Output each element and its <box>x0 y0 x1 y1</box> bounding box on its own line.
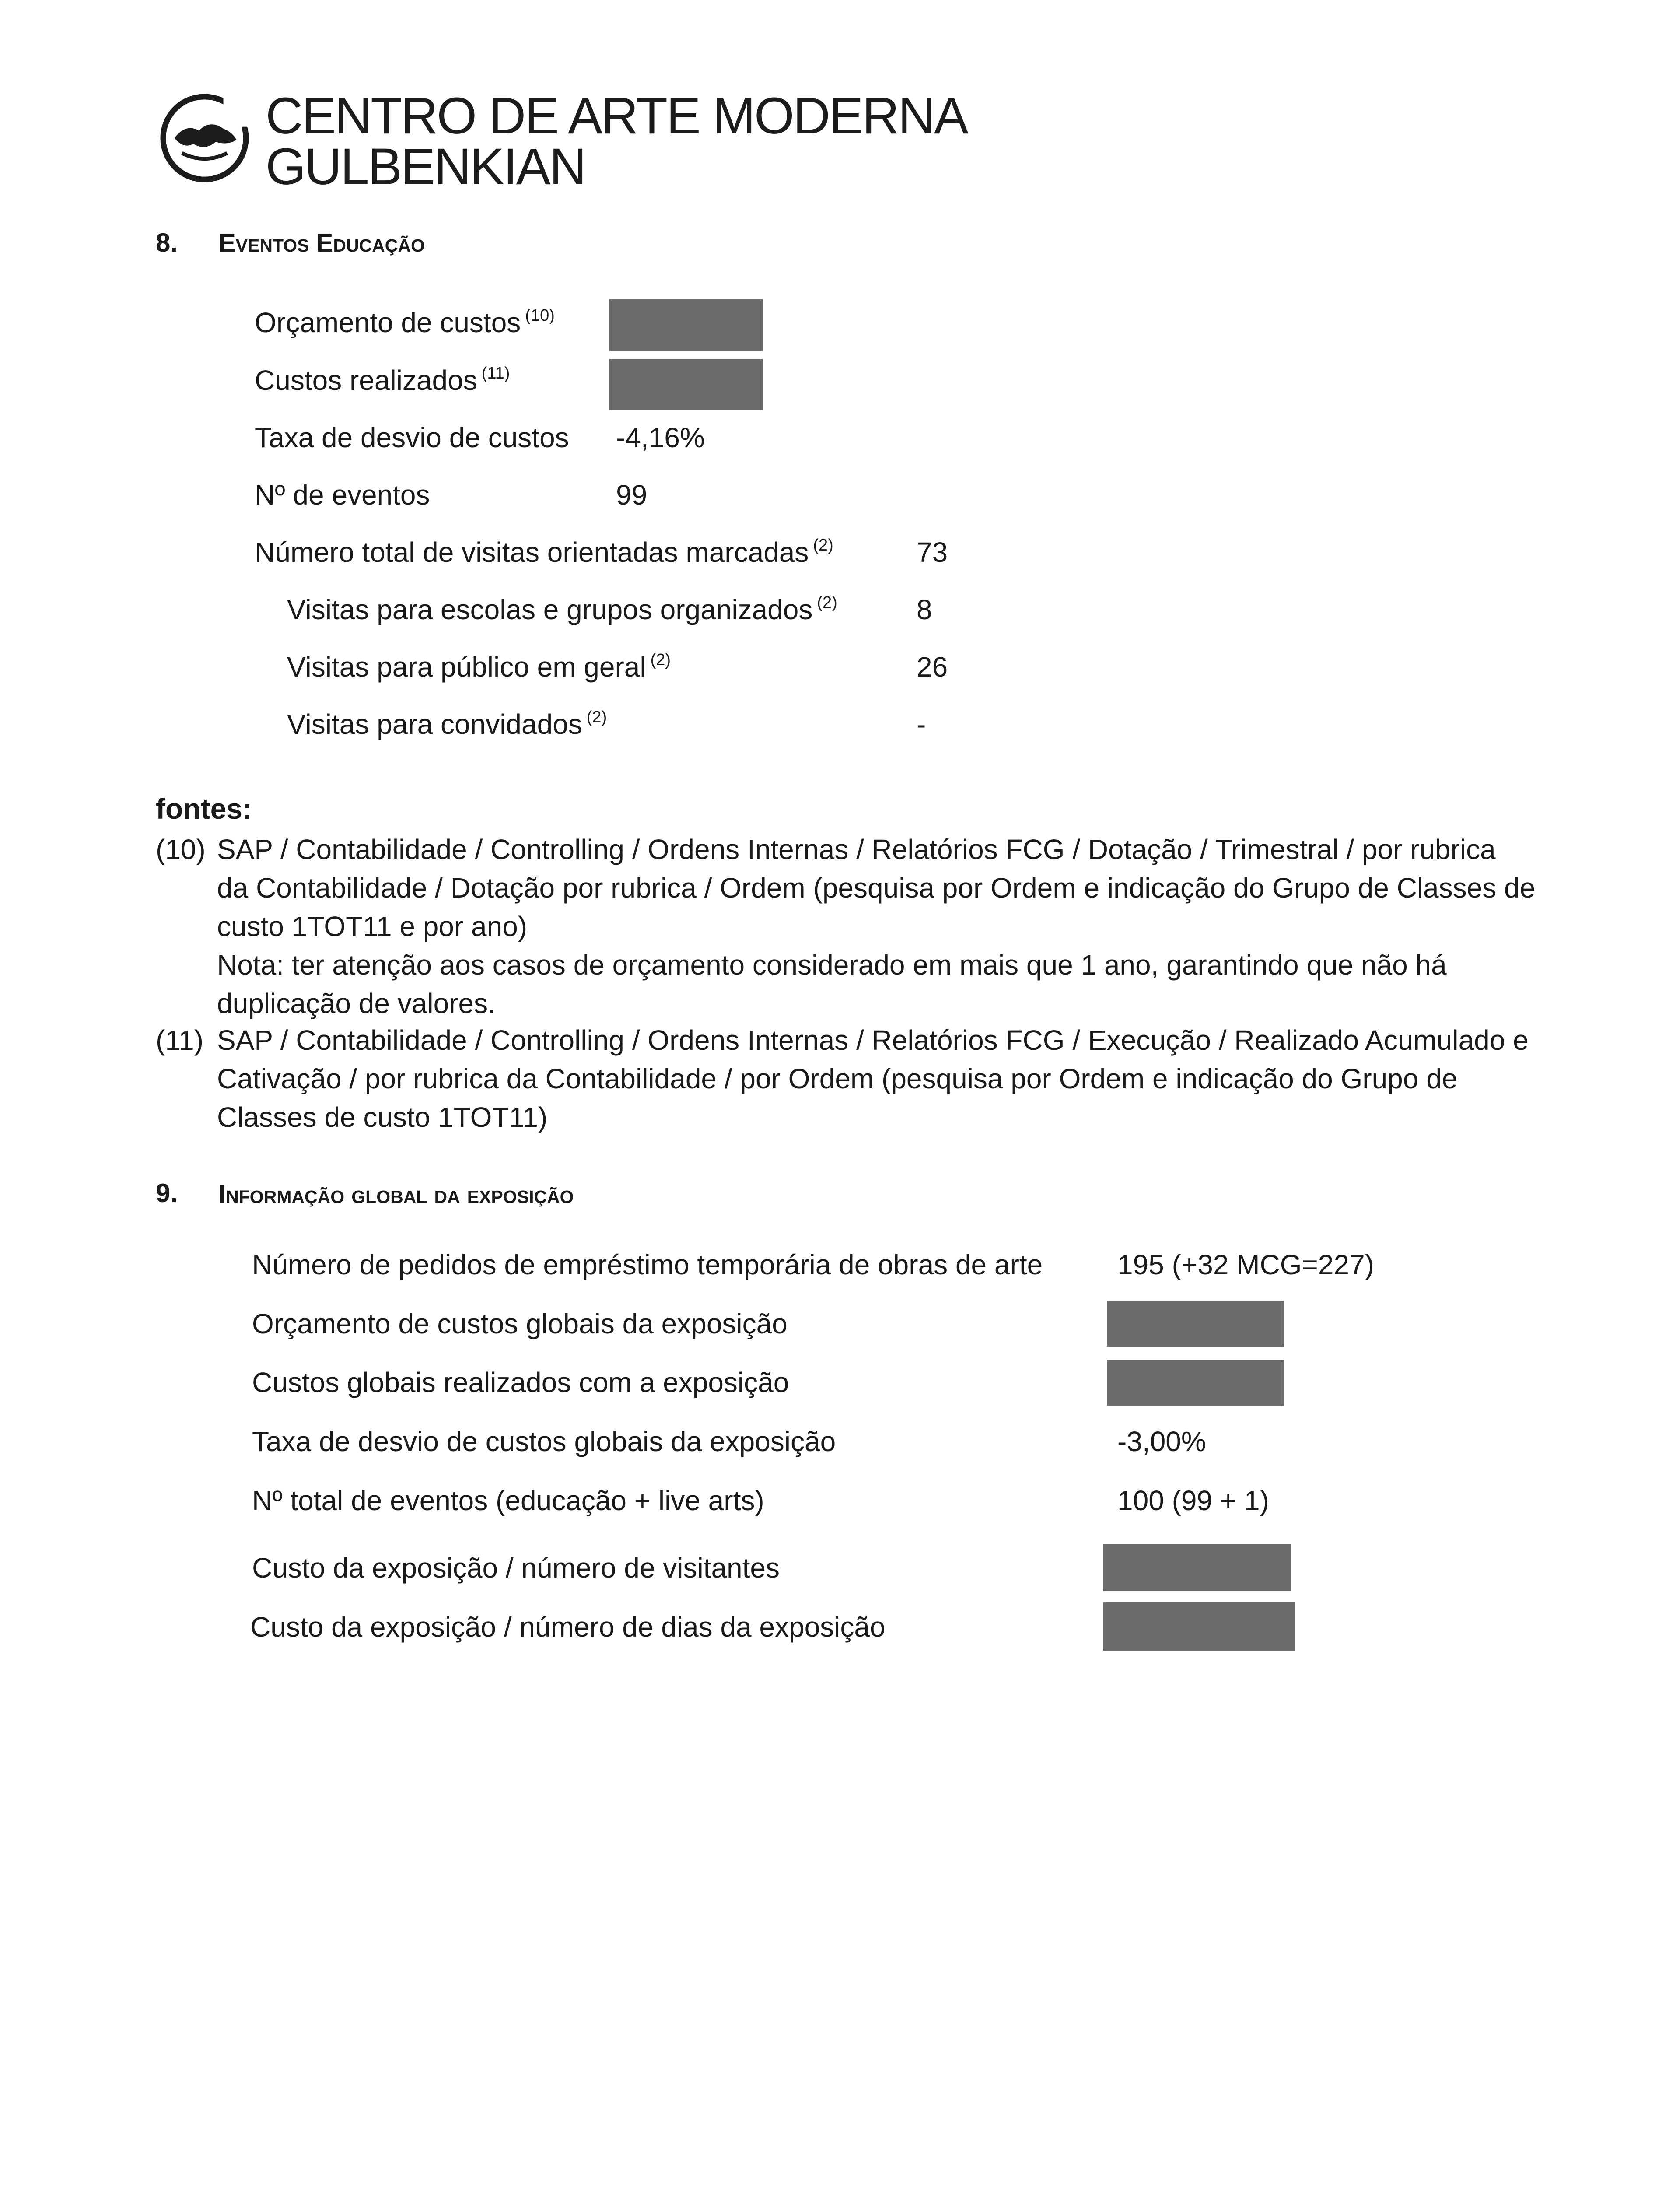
source-line: SAP / Contabilidade / Controlling / Ordens Internas / Relatórios FCG / Execução / Realizado Acumulado e <box>217 1024 1529 1056</box>
source-line: duplicação de valores. <box>217 988 496 1019</box>
source-line: Cativação / por rubrica da Contabilidade / por Ordem (pesquisa por Ordem e indicação do Grupo de <box>217 1063 1458 1094</box>
source-line: Classes de custo 1TOT11) <box>217 1101 548 1133</box>
row-num-eventos-label: Nº de eventos <box>255 479 430 511</box>
row-custo-visitantes-label: Custo da exposição / número de visitantes <box>252 1552 780 1584</box>
row-taxa-desvio-global-value: -3,00% <box>1117 1426 1206 1457</box>
source-number: (11) <box>156 1024 204 1056</box>
row-visitas-convidados-label: Visitas para convidados $^{(2)}$ <box>287 708 607 740</box>
source-line: da Contabilidade / Dotação por rubrica / Ordem (pesquisa por Ordem e indicação do Grupo de Classes de <box>217 872 1536 904</box>
section-8-title: Eventos Educação <box>219 229 425 257</box>
row-custos-realizados: Custos realizados $^{(11)}$ <box>255 364 510 396</box>
section-9-title: Informação global da exposição <box>219 1180 574 1209</box>
source-line: Nota: ter atenção aos casos de orçamento considerado em mais que 1 ano, garantindo que não há <box>217 949 1447 981</box>
source-line: SAP / Contabilidade / Controlling / Ordens Internas / Relatórios FCG / Dotação / Trimestral / por rubrica <box>217 834 1496 865</box>
redacted-value <box>1107 1301 1284 1347</box>
redacted-value <box>1103 1544 1292 1591</box>
gulbenkian-emblem-icon <box>158 91 252 185</box>
source-line: custo 1TOT11 e por ano) <box>217 911 528 942</box>
row-pedidos-emprestimo-label: Número de pedidos de empréstimo temporária de obras de arte <box>252 1249 1043 1280</box>
section-9-number: 9. <box>156 1178 178 1208</box>
row-taxa-desvio-label: Taxa de desvio de custos <box>255 422 569 453</box>
redacted-value <box>1103 1602 1295 1651</box>
sources-heading: fontes: <box>156 792 252 825</box>
row-custos-globais-label: Custos globais realizados com a exposição <box>252 1367 789 1398</box>
row-orcamento-global-label: Orçamento de custos globais da exposição <box>252 1308 788 1339</box>
logo-title-line1: CENTRO DE ARTE MODERNA <box>266 87 967 145</box>
row-visitas-escolas-value: 8 <box>917 594 932 625</box>
row-visitas-publico-value: 26 <box>917 651 948 683</box>
row-taxa-desvio-global-label: Taxa de desvio de custos globais da exposição <box>252 1426 836 1457</box>
row-total-eventos-value: 100 (99 + 1) <box>1117 1485 1269 1516</box>
row-custo-dias-label: Custo da exposição / número de dias da exposição <box>250 1611 886 1643</box>
row-visitas-publico-label: Visitas para público em geral $^{(2)}$ <box>287 651 671 683</box>
row-visitas-escolas-label: Visitas para escolas e grupos organizados $^{(2)}$ <box>287 593 837 625</box>
row-total-visitas-value: 73 <box>917 536 948 568</box>
redacted-value <box>1107 1360 1284 1406</box>
redacted-value <box>609 299 763 351</box>
row-pedidos-emprestimo-value: 195 (+32 MCG=227) <box>1117 1249 1374 1280</box>
redacted-value <box>609 359 763 410</box>
row-num-eventos-value: 99 <box>616 479 648 511</box>
row-visitas-convidados-value: - <box>917 708 926 740</box>
source-note-11 <box>156 1021 1556 1136</box>
section-8-number: 8. <box>156 228 178 257</box>
row-taxa-desvio-value: -4,16% <box>616 422 705 453</box>
row-orcamento-custos: Orçamento de custos $^{(10)}$ <box>255 306 555 338</box>
row-total-eventos-label: Nº total de eventos (educação + live arts) <box>252 1485 764 1516</box>
source-note-10 <box>156 830 1556 1023</box>
row-total-visitas-label: Número total de visitas orientadas marcadas $^{(2)}$ <box>255 536 833 568</box>
source-number: (10) <box>156 834 206 865</box>
logo-title-line2: GULBENKIAN <box>266 138 585 196</box>
